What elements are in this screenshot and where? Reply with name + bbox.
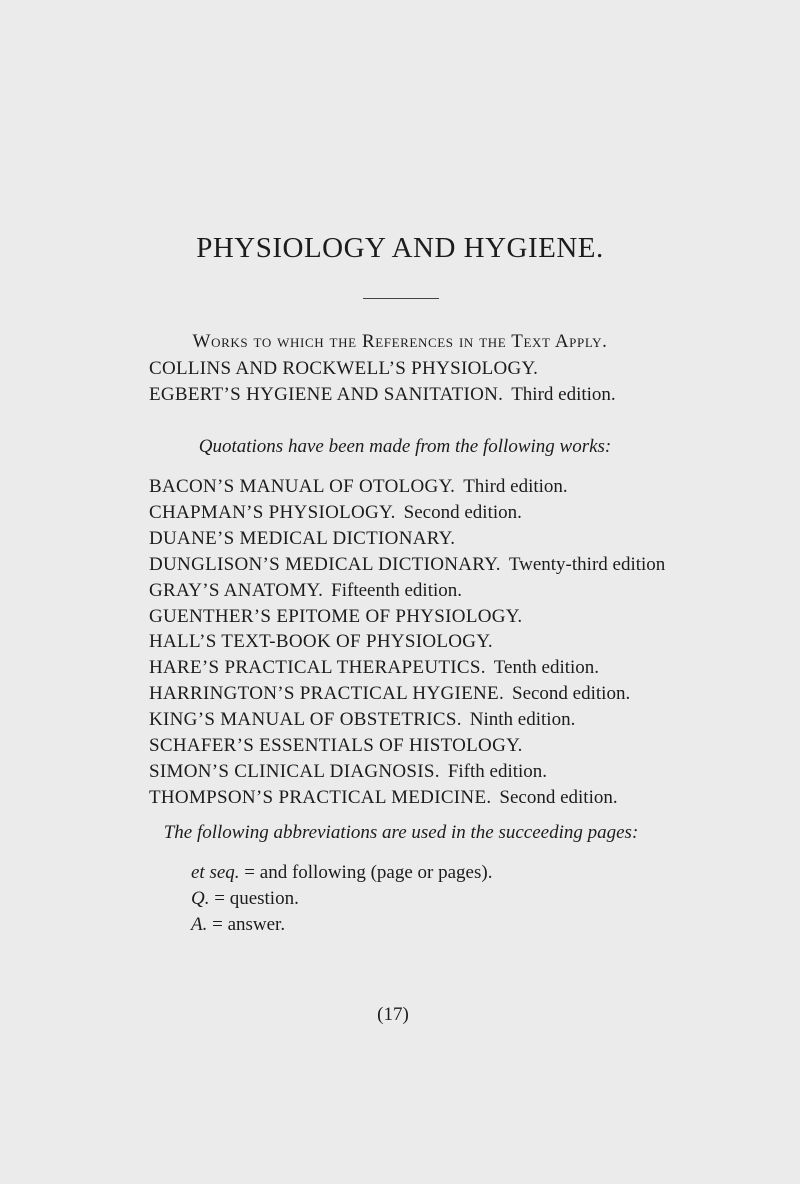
list-item	[149, 578, 665, 604]
work-title: SCHAFER’S ESSENTIALS OF HISTOLOGY.	[149, 735, 523, 757]
work-edition: Second edition.	[403, 501, 522, 523]
abbreviation-term: A.	[191, 914, 208, 935]
list-item	[191, 860, 492, 886]
list-item	[191, 912, 492, 938]
work-edition: Third edition.	[463, 476, 568, 497]
list-item	[149, 733, 665, 759]
quotations-intro: Quotations have been made from the following works:	[198, 436, 612, 457]
work-title: COLLINS AND ROCKWELL’S PHYSIOLOGY.	[149, 358, 539, 379]
work-title: SIMON’S CLINICAL DIAGNOSIS.	[149, 760, 440, 782]
list-item	[149, 382, 616, 408]
abbreviations-list	[191, 860, 492, 938]
work-title: HALL’S TEXT-BOOK OF PHYSIOLOGY.	[149, 631, 493, 653]
list-item	[149, 604, 665, 630]
work-edition: Second edition.	[499, 786, 618, 808]
abbreviation-meaning: = question.	[214, 888, 299, 909]
work-edition: Second edition.	[512, 683, 631, 705]
title-divider	[363, 298, 439, 299]
page-title: PHYSIOLOGY AND HYGIENE.	[196, 232, 604, 264]
list-item	[149, 759, 665, 785]
list-item	[149, 707, 665, 733]
list-item	[149, 785, 665, 811]
work-edition: Fifth edition.	[447, 760, 548, 782]
work-edition: Third edition.	[511, 383, 616, 405]
list-item	[149, 552, 665, 578]
page-number: (17)	[377, 1004, 409, 1025]
abbreviation-term: et seq.	[191, 862, 240, 883]
list-item	[149, 356, 616, 382]
list-item	[191, 886, 492, 912]
list-item	[149, 629, 665, 655]
work-edition: Fifteenth edition.	[331, 579, 463, 601]
primary-works-list	[149, 356, 616, 408]
quoted-works-list	[149, 474, 665, 811]
work-title: HARRINGTON’S PRACTICAL HYGIENE.	[149, 683, 504, 705]
works-heading: Works to which the References in the Text Apply.	[192, 331, 608, 352]
work-title: DUNGLISON’S MEDICAL DICTIONARY.	[149, 553, 501, 575]
work-title: THOMPSON’S PRACTICAL MEDICINE.	[149, 786, 492, 808]
work-edition: Tenth edition.	[493, 657, 600, 679]
list-item	[149, 655, 665, 681]
work-title: DUANE’S MEDICAL DICTIONARY.	[149, 527, 456, 549]
abbreviations-intro: The following abbreviations are used in the succeeding pages:	[163, 822, 639, 843]
list-item	[149, 526, 665, 552]
work-title: HARE’S PRACTICAL THERAPEUTICS.	[149, 657, 486, 679]
work-title: EGBERT’S HYGIENE AND SANITATION.	[149, 383, 504, 405]
work-title: BACON’S MANUAL OF OTOLOGY.	[149, 476, 456, 497]
list-item	[149, 681, 665, 707]
work-title: KING’S MANUAL OF OBSTETRICS.	[149, 709, 462, 731]
work-edition: Twenty-third edition	[508, 553, 666, 575]
list-item	[149, 474, 665, 500]
abbreviation-meaning: = answer.	[212, 914, 286, 935]
abbreviation-term: Q.	[191, 888, 210, 909]
work-edition: Ninth edition.	[469, 709, 576, 731]
abbreviation-meaning: = and following (page or pages).	[244, 862, 493, 883]
work-title: GRAY’S ANATOMY.	[149, 579, 324, 601]
work-title: CHAPMAN’S PHYSIOLOGY.	[149, 501, 396, 523]
list-item	[149, 500, 665, 526]
work-title: GUENTHER’S EPITOME OF PHYSIOLOGY.	[149, 605, 523, 627]
